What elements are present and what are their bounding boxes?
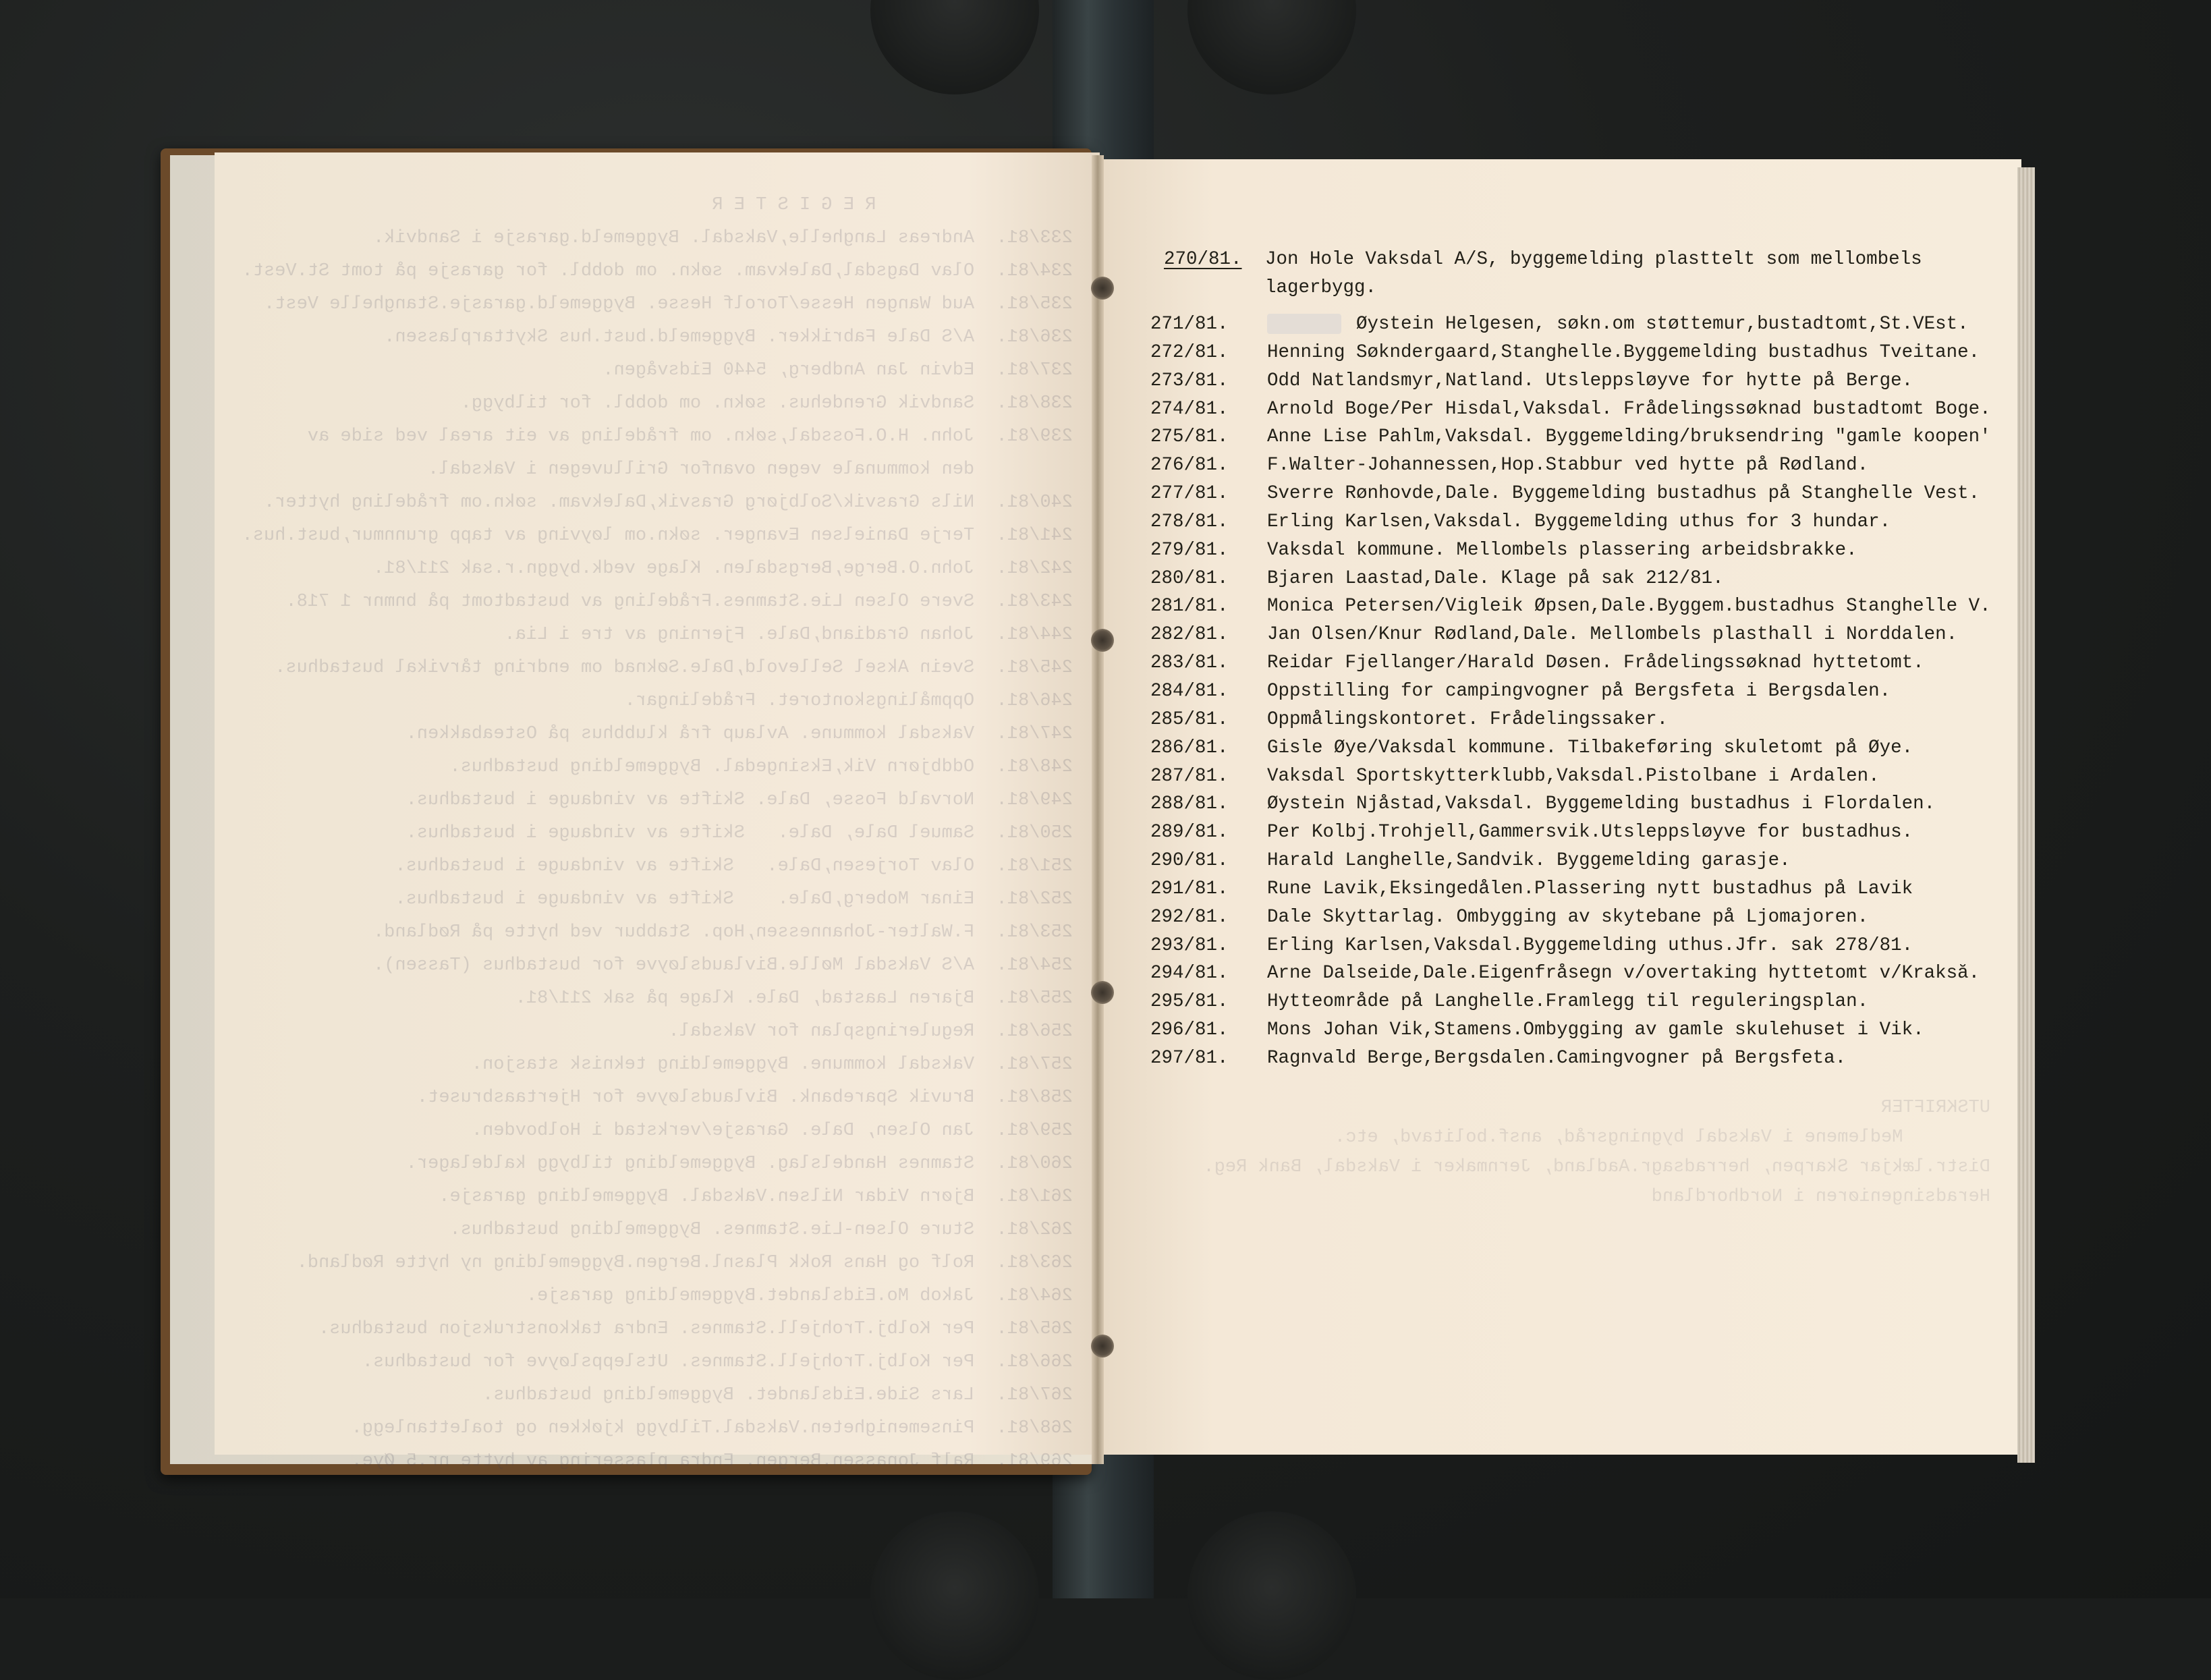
register-entry (1150, 480, 2014, 508)
entry-number: 292/81. (1150, 906, 1229, 928)
left-page-bleed-through-text: R E G I S T E R 233/81. Andreas Langhelle,Vaksdal. Byggemeld.garasje i Sandvik. 234/81. Olav Dagsdal,Dalekvam. søkn. om dobbl. for garasje på tomt St.Vest. 235/81. Aud Wangen Hesse/Torolf Hesse. Byggemeld.garasje.Stanghelle Vest. 236/81. A/S Dale Fabrikker. Byggemeld.bust.hus Skyttarplassen. 237/81. Edvin Jan Andberg, 5440 Eidsvågen. 238/81. Sandvik Grendehus. søkn. om dobbl. for tilbygg. 239/81. John. H.O.Fossdal,søkn. om frådeling av eit areal ved side av den kommunale vegen ovanfor Grilluvegen i Vaksdal. 240/81. Nils Grasvik/Solbjørg Grasvik,Dalekvam. søkn.om frådeling hytter. 241/81. Terje Danielsen Evanger. søkn.om løyving av tapp grunnmur,bust.hus. 242/81. John.O.Berge,Bergsdalen. Klage vedk.byggn.r.sak 211/81. 243/81. Svere Olsen Lie.Stamnes.Frådeling av bustadtomt på bnmnr 1 718. 244/81. Johan Gradiand,Dale. Fjerning av tre i Lia. 245/81. Svein Aksel Sellevold,Dale.Søknad om endring tårvikal bustadhus. 246/81. Oppmålingskontoret. Frådelingar. 247/81. Vaksdal kommune. Avlaup frå klubbhus på Osteabakken. 248/81. Oddbjørn Vik,Eksingedal. Byggemelding bustadhus. 249/81. Norvald Fosse, Dale. Skifte av vindauge i bustadhus. 250/81. Samuel Dale, Dale. Skifte av vindauge i bustadhus. 251/81. Olav Torjesen,Dale. Skifte av vindauge i bustadhus. 252/81. Einar Moberg,Dale. Skifte av vindauge i bustadhus. 253/81. F.Walter-Johannessen,Hop. Stabbur ved hytte på Rødland. 254/81. A/S Vaksdal Mølle.Bivlaudsløyve for bustadhus (Tassen). 255/81. Bjaren Laastad, Dale. Klage på sak 211/81. 256/81. Reguleringsplan for Vaksdal. 257/81. Vaksdal kommune. Byggemelding teknisk stasjon. 258/81. Bruvik Sparebank. Bivlaudsløyve for Hjertaasbruset. 259/81. Jan Olsen, Dale. Garasje/verkstad i Holbovden. 260/81. Stamnes Handelslag. Byggemelding tilbygg kaldelager. 261/81. Bjørn Vidar Nilsen.Vaksdal. Byggemelding garasje. 262/81. Sture Olsen-Lie.Stamnes. Byggemelding bustadhus. 263/81. Rolf og Hans Rokk Plasnl.Bergen.Byggemelding ny hytte Rødland. 264/81. Jakob Mo.Eidslandet.Byggemelding garasje. 265/81. Per Kolbj.Trohjell.Stamnes. Endra takkonstruksjon bustadhus. 266/81. Per Kolbj.Trohjell.Stamnes. Utsleppsløyve for bustadhus. 267/81. Lars Side.Eidslandet. Byggemelding bustadhus. 268/81. Pinsemenigheten.Vaksdal.Tilbygg kjøkken og toalettanlegg. 269/81. Ralf Jonassen.Bergen. Endra plassering av hytte nr.5 Øye. (242, 195, 1073, 1472)
entry-text: Oppmålingskontoret. Frådelingssaker. (1267, 708, 1669, 730)
entry-text: Henning Søkndergaard,Stanghelle.Byggemelding bustadhus Tveitane. (1267, 341, 1980, 363)
entry-number: 289/81. (1150, 822, 1229, 843)
entry-number: 294/81. (1150, 963, 1229, 984)
entry-text: Oppstilling for campingvogner på Bergsfeta i Bergsdalen. (1267, 680, 1891, 702)
entry-number: 295/81. (1150, 991, 1229, 1013)
entry-text: Ragnvald Berge,Bergsdalen.Camingvogner på Bergsfeta. (1267, 1047, 1847, 1069)
register-entry-270 (1150, 246, 2014, 310)
redaction-mark (1267, 314, 1341, 334)
entry-text: Sverre Rønhovde,Dale. Byggemelding bustadhus på Stanghelle Vest. (1267, 483, 1980, 505)
entry-number: 290/81. (1150, 850, 1229, 872)
entry-text-line-1: Jon Hole Vaksdal A/S, byggemelding plasttelt som mellombels (1265, 249, 1922, 270)
entry-number: 274/81. (1150, 398, 1229, 420)
register-entries (1150, 246, 2014, 1073)
binder-hole (1091, 981, 1114, 1004)
register-entry (1150, 451, 2014, 480)
entry-number: 279/81. (1150, 539, 1229, 561)
entry-number: 271/81. (1150, 314, 1229, 335)
entry-text: Erling Karlsen,Vaksdal. Byggemelding uthus for 3 hundar. (1267, 511, 1891, 532)
entry-number: 286/81. (1150, 737, 1229, 758)
scanner-clamp-bottom-left (870, 1511, 1039, 1680)
entry-text: Dale Skyttarlag. Ombygging av skytebane på Ljomajoren. (1267, 906, 1869, 928)
entry-number: 273/81. (1150, 370, 1229, 391)
entry-text: Anne Lise Pahlm,Vaksdal. Byggemelding/bruksendring "gamle koopen' (1267, 426, 1991, 448)
entry-text: Vaksdal kommune. Mellombels plassering arbeidsbrakke. (1267, 539, 1857, 561)
entry-text: Øystein Njåstad,Vaksdal. Byggemelding bustadhus i Flordalen. (1267, 793, 1936, 815)
entry-number: 287/81. (1150, 765, 1229, 787)
entry-text: Odd Natlandsmyr,Natland. Utsleppsløyve for hytte på Berge. (1267, 370, 1913, 391)
entry-number: 272/81. (1150, 341, 1229, 363)
entry-number: 276/81. (1150, 455, 1229, 476)
entry-number: 293/81. (1150, 934, 1229, 956)
register-entry (1150, 988, 2014, 1016)
register-entry (1150, 762, 2014, 791)
entry-text: Vaksdal Sportskytterklubb,Vaksdal.Pistolbane i Ardalen. (1267, 765, 1880, 787)
binder-hole (1091, 277, 1114, 300)
register-entry (1150, 621, 2014, 649)
binder-hole (1091, 1335, 1114, 1357)
register-entry (1150, 932, 2014, 960)
register-entry (1150, 875, 2014, 903)
register-entry (1150, 536, 2014, 565)
register-entry (1150, 310, 2014, 339)
entry-number: 277/81. (1150, 483, 1229, 505)
entry-number: 270/81. (1164, 249, 1242, 270)
register-entry (1150, 1016, 2014, 1044)
entry-number: 296/81. (1150, 1019, 1229, 1041)
register-entry (1150, 649, 2014, 677)
binder-hole (1091, 629, 1114, 652)
right-page-bleed-through-form: UTSKRIFTER Medlemene i Vaksdal bygningsråd, ansf.bolitavd, etc. Distr.lækjar Skarpen, herradsagr.Aadland, Jernmaker i Vaksdal, Bank Reg. Heradsingeniøren i Nordhordland (1203, 1098, 1990, 1207)
entry-text: Gisle Øye/Vaksdal kommune. Tilbakeføring skuletomt på Øye. (1267, 737, 1913, 758)
entry-number: 282/81. (1150, 624, 1229, 646)
entry-list (1150, 310, 2014, 1073)
entry-number: 275/81. (1150, 426, 1229, 448)
entry-text: Arne Dalseide,Dale.Eigenfråsegn v/overtaking hyttetomt v/Kraksă. (1267, 963, 1980, 984)
entry-number: 281/81. (1150, 596, 1229, 617)
entry-text: Reidar Fjellanger/Harald Døsen. Frådelingssøknad hyttetomt. (1267, 652, 1924, 674)
entry-number: 280/81. (1150, 567, 1229, 589)
entry-text: Per Kolbj.Trohjell,Gammersvik.Utsleppsløyve for bustadhus. (1267, 822, 1913, 843)
register-entry (1150, 790, 2014, 818)
right-page-stack (2017, 167, 2035, 1463)
entry-text: Jan Olsen/Knur Rødland,Dale. Mellombels plasthall i Norddalen. (1267, 624, 1958, 646)
entry-text: Bjaren Laastad,Dale. Klage på sak 212/81. (1267, 567, 1724, 589)
register-entry (1150, 818, 2014, 847)
entry-text: Rune Lavik,Eksingedålen.Plassering nytt bustadhus på Lavik (1267, 878, 1913, 899)
scanner-clamp-bottom-right (1187, 1511, 1356, 1680)
entry-number: 283/81. (1150, 652, 1229, 674)
entry-text: Hytteområde på Langhelle.Framlegg til reguleringsplan. (1267, 991, 1869, 1013)
register-entry (1150, 367, 2014, 395)
register-entry (1150, 734, 2014, 762)
register-entry (1150, 508, 2014, 536)
register-entry (1150, 423, 2014, 451)
entry-text: Arnold Boge/Per Hisdal,Vaksdal. Frådelingssøknad bustadtomt Boge. (1267, 398, 1991, 420)
entry-number: 297/81. (1150, 1047, 1229, 1069)
entry-number: 284/81. (1150, 680, 1229, 702)
entry-text: Mons Johan Vik,Stamens.Ombygging av gamle skulehuset i Vik. (1267, 1019, 1924, 1041)
entry-text: F.Walter-Johannessen,Hop.Stabbur ved hytte på Rødland. (1267, 455, 1869, 476)
register-entry (1150, 592, 2014, 621)
register-entry (1150, 959, 2014, 988)
book-gutter (1092, 155, 1104, 1464)
register-entry (1150, 847, 2014, 875)
entry-number: 278/81. (1150, 511, 1229, 532)
register-entry (1150, 395, 2014, 424)
entry-number: 288/81. (1150, 793, 1229, 815)
register-entry (1150, 903, 2014, 932)
entry-text: Monica Petersen/Vigleik Øpsen,Dale.Byggem.bustadhus Stanghelle V. (1267, 596, 1991, 617)
register-entry (1150, 339, 2014, 367)
register-entry (1150, 1044, 2014, 1073)
register-entry (1150, 706, 2014, 734)
entry-text: Harald Langhelle,Sandvik. Byggemelding garasje. (1267, 850, 1791, 872)
entry-number: 291/81. (1150, 878, 1229, 899)
register-entry (1150, 677, 2014, 706)
entry-text: Erling Karlsen,Vaksdal.Byggemelding uthus.Jfr. sak 278/81. (1267, 934, 1913, 956)
entry-number: 285/81. (1150, 708, 1229, 730)
entry-text-line-2: lagerbygg. (1265, 277, 1377, 298)
entry-text: Øystein Helgesen, søkn.om støttemur,bustadtomt,St.VEst. (1356, 314, 1969, 335)
register-entry (1150, 565, 2014, 593)
